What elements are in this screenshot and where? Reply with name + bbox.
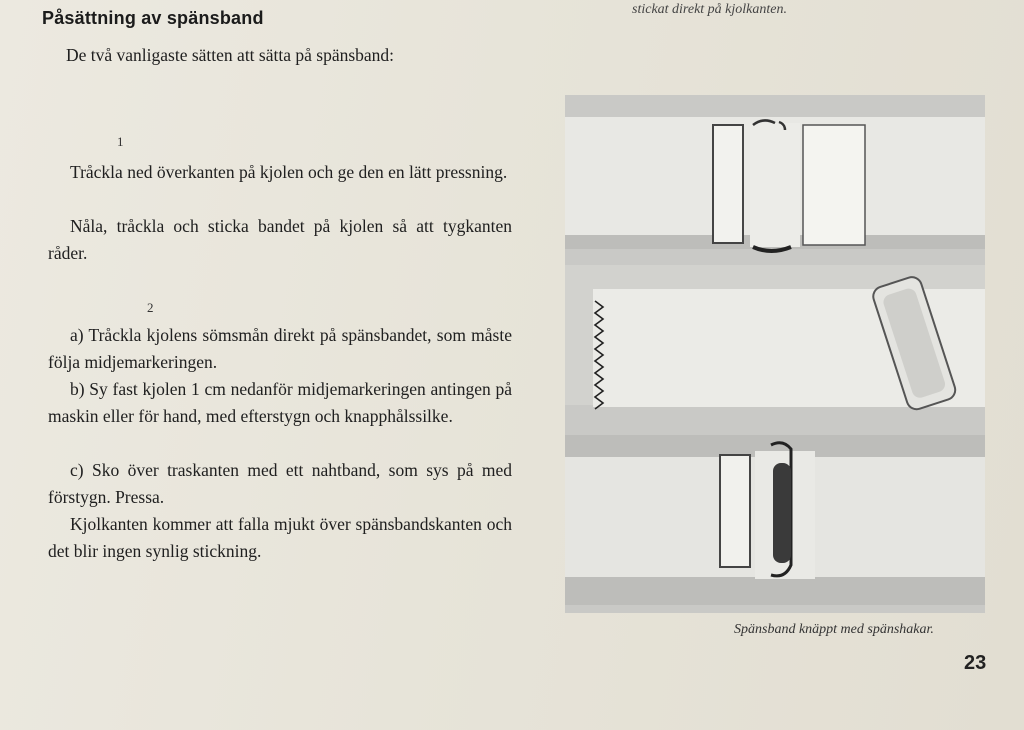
photo-figure: [565, 95, 985, 613]
figure-caption: Spänsband knäppt med spänshakar.: [734, 622, 934, 637]
section2-item-b: b) Sy fast kjolen 1 cm nedanför midjemarkeringen antingen på maskin eller för hand, med efterstygn och knapphålssilke.: [48, 379, 512, 426]
section2-item-c: c) Sko över traskanten med ett nahtband, som sys på med förstygn. Pressa.: [48, 460, 512, 507]
band-photo-3: [565, 435, 985, 605]
section1-paragraph-1: Tråckla ned överkanten på kjolen och ge den en lätt pressning.: [70, 162, 508, 182]
section-number-2: 2: [147, 300, 154, 315]
top-caption: stickat direkt på kjolkanten.: [632, 2, 787, 17]
section2-item-a: a) Tråckla kjolens sömsmån direkt på spänsbandet, som måste följa midjemarkeringen.: [48, 325, 512, 372]
band-photo-1: [565, 117, 985, 251]
section-number-1: 1: [117, 134, 124, 149]
section-heading: Påsättning av spänsband: [42, 8, 264, 28]
page-number: 23: [964, 652, 987, 674]
band-photo-2: [565, 265, 985, 412]
section1-paragraph-2: Nåla, tråckla och sticka bandet på kjolen så att tygkanten råder.: [48, 216, 512, 263]
intro-paragraph: De två vanligaste sätten att sätta på spänsband:: [66, 45, 395, 65]
section2-closing: Kjolkanten kommer att falla mjukt över spänsbandskanten och det blir ingen synlig stickning.: [48, 514, 512, 561]
